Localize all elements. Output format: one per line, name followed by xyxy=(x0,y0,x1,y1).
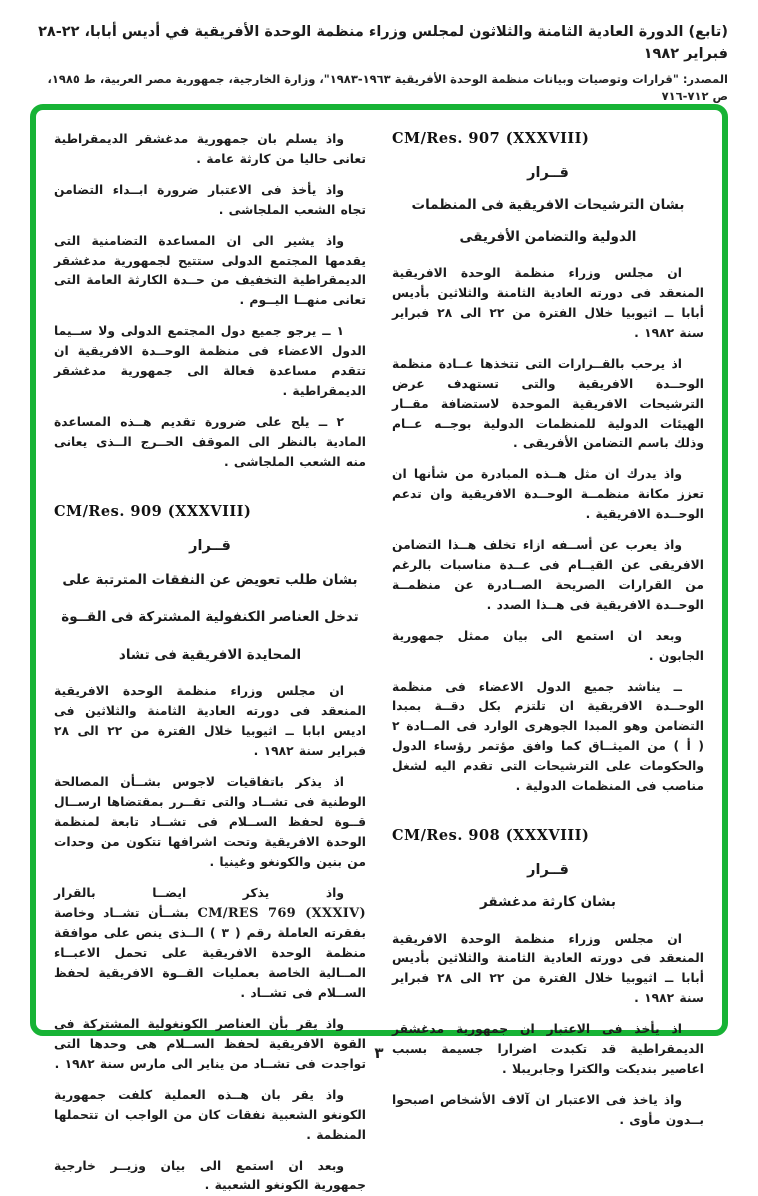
left-column xyxy=(54,130,367,1193)
resolution-code-909: CM/Res. 909 (XXXVIII) xyxy=(54,502,252,520)
inline-resolution-code-769: CM/RES 769 (XXXIV) xyxy=(197,906,367,922)
paragraph: واذ يأخذ فى الاعتبار ضرورة ابــداء التضامن تجاه الشعب الملجاشى . xyxy=(54,182,366,217)
decree-heading-907: قــرار xyxy=(527,165,569,181)
paragraph: اذ يأخذ فى الاعتبار ان جمهورية مدغشقر الديمقراطية قد تكبدت اضرارا جسيمة بسبب اعاصير بنديكت والكترا وجابريبلا . xyxy=(392,1022,704,1076)
content-frame xyxy=(30,104,728,1193)
source-citation: المصدر: "قرارات وتوصيات وبيانات منظمة الوحدة الأفريقية ١٩٦٣-١٩٨٣"، وزارة الخارجية، جمهورية مصر العربية، ط ١٩٨٥، ص ٧١٢-٧١٦ xyxy=(47,71,728,103)
paragraph: اذ يذكر باتفاقيات لاجوس بشــأن المصالحة الوطنية فى تشــاد والتى تقــرر بمقتضاها ارســال قــوة لحفظ الســلام فى تشــاد تابعة لمنظمة الوحدة الافريقية وتحت اشرافها تتكون من وحدات من بنين والكونغو وغينيا . xyxy=(54,775,366,869)
resolution-title-909-line3: المحايدة الافريقية فى تشاد xyxy=(118,646,302,663)
paragraph: ــ يناشد جميع الدول الاعضاء فى منظمة الوحــدة الافريقية ان تلتزم بكل دقــة بمبدا التضامن وهو المبدا الجوهرى الوارد فى المــادة ٢ ( أ ) من الميثــاق كما وافق مؤتمر رؤساء الدول والحكومات على الترشيحات التى تقدم اليه لشغل مناصب فى المنظمات الدولية . xyxy=(392,679,704,794)
paragraph: ١ ــ يرجو جميع دول المجتمع الدولى ولا ســيما الدول الاعضاء فى منظمة الوحــدة الافريقية ان تتقدم مساعدة فعالة الى جمهورية مدغشقر الديمقراطية . xyxy=(54,324,366,398)
resolution-code-908: CM/Res. 908 (XXXVIII) xyxy=(392,826,590,844)
paragraph-with-inline-code xyxy=(54,884,366,1005)
decree-heading-909: قــرار xyxy=(189,537,231,554)
paragraph: واذ يقر بان هــذه العملية كلفت جمهورية الكونغو الشعبية نفقات كان من الواجب ان تتحملها المنظمة . xyxy=(54,1087,366,1142)
decree-heading-908: قــرار xyxy=(527,861,569,878)
document-header xyxy=(30,22,728,105)
two-column-layout xyxy=(54,130,704,1193)
right-column xyxy=(392,130,704,1127)
resolution-title-909-line2: تدخل العناصر الكنفولية المشتركة فى القــوة xyxy=(61,609,359,626)
session-title: (تابع) الدورة العادية الثامنة والثلاثون لمجلس وزراء منظمة الوحدة الأفريقية في أديس أبابا، ٢٢-٢٨ فبراير ١٩٨٢ xyxy=(38,24,728,62)
paragraph: واذ يعرب عن أســفه ازاء تخلف هــذا التضامن الافريقى عن القيــام فى عــدة مناسبات بالرغم من القرارات الصريحة الصــادرة عن منظمــة الوحــدة الافريقية فى هــذا الصدد . xyxy=(392,538,704,612)
paragraph: واذ يسلم بان جمهورية مدغشقر الديمقراطية تعانى حاليا من كارثة عامة . xyxy=(54,132,366,166)
paragraph-rest: بشــأن تشــاد وخاصة بفقرته العاملة رقم ( ٣ ) الــذى ينص على موافقة منظمة الوحدة الافريقية على تحمل الاعبــاء المــالية الخاصة بعمليات القــوة الافريقية لحفظ الســلام فى تشــاد . xyxy=(54,906,367,1001)
paragraph: ان مجلس وزراء منظمة الوحدة الافريقية المنعقد فى دورته العادية الثامنة والثلاثين بأديس أبابا ــ اثيوبيا خلال الفترة من ٢٢ الى ٢٨ فبراير سنة ١٩٨٢ . xyxy=(392,931,704,1006)
paragraph-intro: واذ يذكر ايضــا بالقرار xyxy=(54,885,344,900)
resolution-title-907-line2: الدولية والتضامن الأفريقى xyxy=(459,228,637,245)
paragraph: واذ يقر بأن العناصر الكونغولية المشتركة فى القوة الافريقية لحفظ الســلام هى وحدها التى تواجدت فى تشــاد من يناير الى مارس سنة ١٩٨٢ . xyxy=(54,1017,366,1071)
resolution-code-907: CM/Res. 907 (XXXVIII) xyxy=(392,130,590,147)
paragraph: واذ ياخذ فى الاعتبار ان آلاف الأشخاص اصبحوا بــدون مأوى . xyxy=(392,1092,704,1127)
paragraph: اذ يرحب بالقــرارات التى تتخذها عــادة منظمة الوحــدة الافريقية والتى تستهدف عرض الترشيحات الافريقية الموحدة لاستضافة مقــار الهيئات الدولية للمنظمات الدولية بوجــه عــام وذلك باسم التضامن الأفريقى . xyxy=(392,356,704,451)
paragraph: ٢ ــ يلح على ضرورة تقديم هــذه المساعدة المادية بالنظر الى الموقف الحــرج الــذى يعانى منه الشعب الملجاشى . xyxy=(54,414,366,469)
resolution-title-907-line1: بشان الترشيحات الافريقية فى المنظمات xyxy=(411,197,685,213)
resolution-title-909-line1: بشان طلب تعويض عن النفقات المترتبة على xyxy=(62,571,358,588)
paragraph: ان مجلس وزراء منظمة الوحدة الافريقية المنعقد فى دورته العادية الثامنة والثلاثين فى اديس ابابا ــ اثيوبيا خلال الفترة من ٢٢ الى ٢٨ فبراير سنة ١٩٨٢ . xyxy=(54,684,366,759)
page-number: ٣ xyxy=(374,1044,384,1062)
paragraph: ان مجلس وزراء منظمة الوحدة الافريقية المنعقد فى دورته العادية الثامنة والثلاثين بأديس أبابا ــ اثيوبيا خلال الفترة من ٢٢ الى ٢٨ فبراير سنة ١٩٨٢ . xyxy=(392,266,704,340)
paragraph: وبعد ان استمع الى بيان وزيــر خارجية جمهورية الكونغو الشعبية . xyxy=(54,1158,366,1193)
paragraph: وبعد ان استمع الى بيان ممثل جمهورية الجابون . xyxy=(392,628,704,663)
paragraph: واذ يدرك ان مثل هــذه المبادرة من شأنها ان تعزز مكانة منظمــة الوحــدة الافريقية وان تدعم الوحــدة الافريقية . xyxy=(392,467,704,522)
paragraph: واذ يشير الى ان المساعدة التضامنية التى يقدمها المجتمع الدولى ستتيح لجمهورية مدغشقر الديمقراطية التخفيف من حــدة الكارثة العامة التى تعانى منهــا اليــوم . xyxy=(54,233,366,308)
resolution-title-908: بشان كارثة مدغشقر xyxy=(480,893,616,910)
